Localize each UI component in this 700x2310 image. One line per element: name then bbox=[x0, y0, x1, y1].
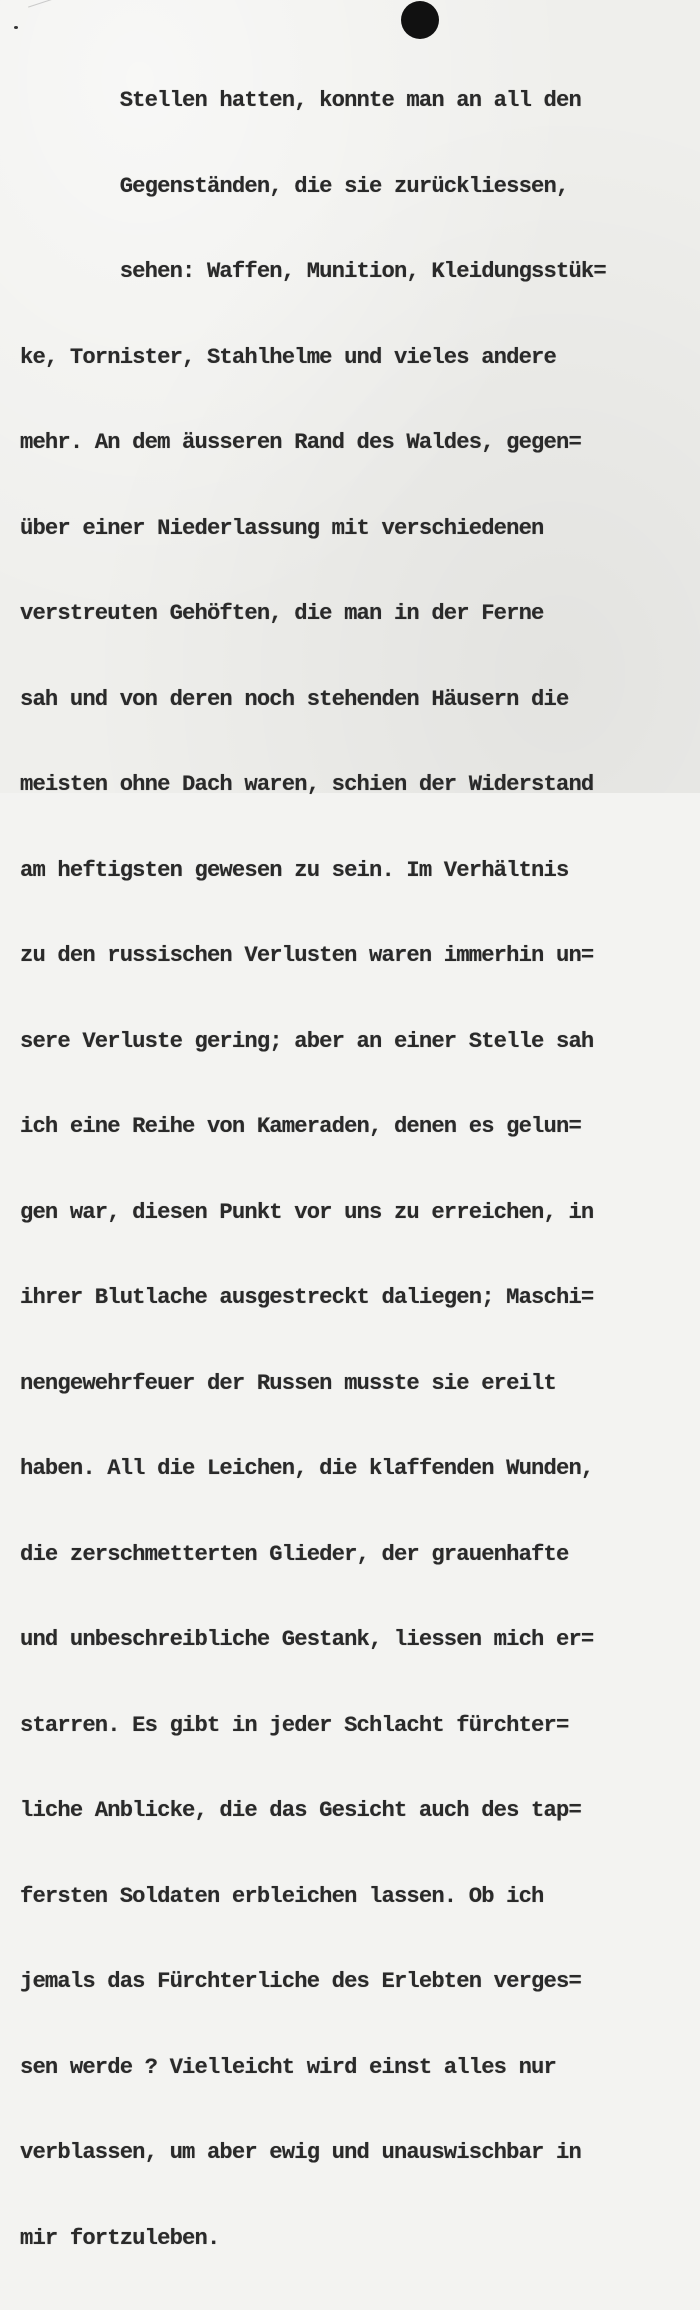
text-line: mir fortzuleben. bbox=[20, 2225, 220, 2251]
text-line: die zerschmetterten Glieder, der grauenhafte bbox=[20, 1541, 569, 1567]
text-line: liche Anblicke, die das Gesicht auch des tap= bbox=[20, 1798, 581, 1823]
text-line: über einer Niederlassung mit verschiedenen bbox=[20, 515, 544, 541]
text-line: ihrer Blutlache ausgestreckt daliegen; Maschi= bbox=[20, 1285, 594, 1310]
text-line: ich eine Reihe von Kameraden, denen es gelun= bbox=[20, 1114, 581, 1139]
text-line: haben. All die Leichen, die klaffenden Wunden, bbox=[20, 1456, 594, 1481]
paper-scratch bbox=[28, 0, 72, 25]
text-line: Stellen hatten, konnte man an all den bbox=[20, 88, 581, 113]
text-line: sen werde ? Vielleicht wird einst alles nur bbox=[20, 2054, 556, 2080]
text-line: gen war, diesen Punkt vor uns zu erreichen, in bbox=[20, 1199, 594, 1225]
text-line: jemals das Fürchterliche des Erlebten verges= bbox=[20, 1969, 581, 1994]
text-line: fersten Soldaten erbleichen lassen. Ob ich bbox=[20, 1883, 544, 1909]
text-line: nengewehrfeuer der Russen musste sie ereilt bbox=[20, 1370, 556, 1396]
text-line: ke, Tornister, Stahlhelme und vieles andere bbox=[20, 344, 556, 370]
text-line: sere Verluste gering; aber an einer Stelle sah bbox=[20, 1028, 594, 1054]
text-line: sah und von deren noch stehenden Häusern die bbox=[20, 686, 569, 712]
typewritten-text bbox=[20, 30, 696, 2310]
text-line: mehr. An dem äusseren Rand des Waldes, gegen= bbox=[20, 430, 581, 455]
text-line: starren. Es gibt in jeder Schlacht fürchter= bbox=[20, 1712, 569, 1738]
text-line: verblassen, um aber ewig und unauswischbar in bbox=[20, 2140, 581, 2165]
text-line: verstreuten Gehöften, die man in der Ferne bbox=[20, 601, 544, 626]
text-line: am heftigsten gewesen zu sein. Im Verhältnis bbox=[20, 857, 569, 883]
text-line: zu den russischen Verlusten waren immerhin un= bbox=[20, 943, 594, 968]
text-line: und unbeschreibliche Gestank, liessen mich er= bbox=[20, 1627, 594, 1652]
text-line: sehen: Waffen, Munition, Kleidungsstük= bbox=[20, 259, 606, 284]
text-line: Gegenständen, die sie zurückliessen, bbox=[20, 173, 569, 199]
text-line: meisten ohne Dach waren, schien der Widerstand bbox=[20, 772, 594, 797]
ink-speck bbox=[14, 26, 18, 29]
